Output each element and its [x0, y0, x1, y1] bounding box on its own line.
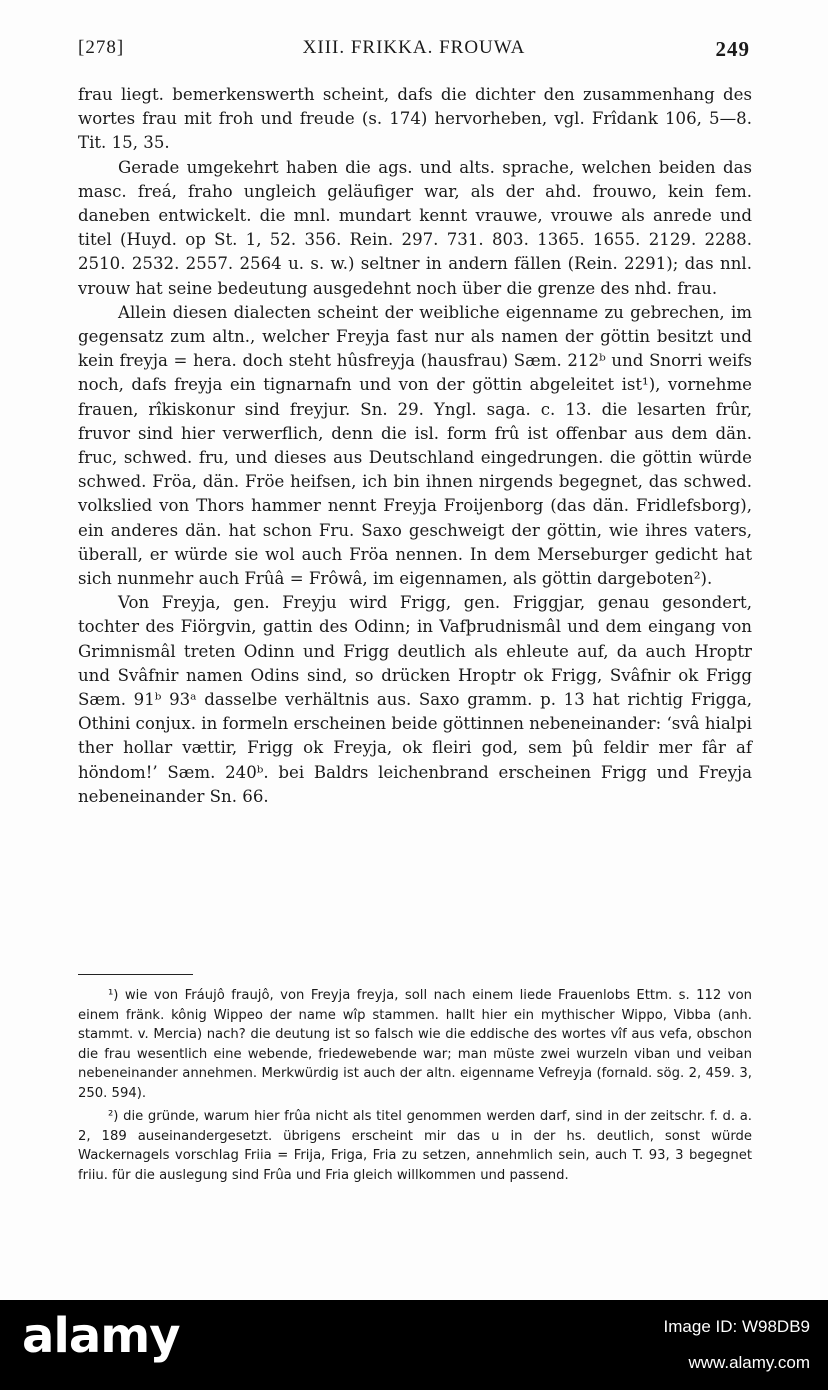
header-page-number: 249 — [715, 37, 750, 61]
paragraph: frau liegt. bemerkenswerth scheint, dafs die dichter den zusammenhang des wortes frau mit froh und freude (s. 174) hervorheben, vgl. Frîdank 106, 5—8. Tit. 15, 35. — [78, 85, 752, 153]
footnotes — [78, 986, 752, 1185]
watermark-image-id: Image ID: W98DB9 — [663, 1317, 810, 1336]
footnote: ²) die gründe, warum hier frûa nicht als titel genommen werden darf, sind in der zeitschr. f. d. a. 2, 189 auseinandergesetzt. übrigens erscheint mir das u in der hs. deutlich, sonst würde Wackernagels vorschlag Friia = Frija, Friga, Fria zu setzen, annehmlich sein, auch T. 93, 3 begegnet friiu. für die auslegung sind Frûa und Fria gleich willkommen und passend. — [78, 1109, 752, 1183]
footnote: ¹) wie von Fráujô fraujô, von Freyja freyja, soll nach einem liede Frauenlobs Ettm. s. 112 von einem fränk. kônig Wippeo der name wîp stammen. hallt hier ein mythischer Wippo, Vibba (anh. stammt. v. Mercia) nach? die deutung ist so falsch wie die eddische des wortes vîf aus vefa, obschon die frau wesentlich eine webende, friedewebende war; man müste zwei wurzeln viban und veiban nebeneinander annehmen. Merkwürdig ist auch der altn. eigenname Vefreyja (fornald. sög. 2, 459. 3, 250. 594). — [78, 988, 752, 1101]
paragraph: Gerade umgekehrt haben die ags. und alts. sprache, welchen beiden das masc. freá, fraho ungleich geläufiger war, als der ahd. frouwo, kein fem. daneben entwickelt. die mnl. mundart kennt vrauwe, vrouwe als anrede und titel (Huyd. op St. 1, 52. 356. Rein. 297. 731. 803. 1365. 1655. 2129. 2288. 2510. 2532. 2557. 2564 u. s. w.) seltner in andern fällen (Rein. 2291); das nnl. vrouw hat seine bedeutung ausgedehnt noch über die grenze des nhd. frau. — [78, 157, 752, 298]
footnote-divider — [78, 974, 193, 975]
running-header — [78, 37, 750, 63]
paragraph: Allein diesen dialecten scheint der weibliche eigenname zu gebrechen, im gegensatz zum altn., welcher Freyja fast nur als namen der göttin besitzt und kein freyja = hera. doch steht hûsfreyja (hausfrau) Sæm. 212ᵇ und Snorri weifs noch, dafs freyja ein tignarnafn und von der göttin abgeleitet ist¹), vornehme frauen, rîkiskonur sind freyjur. Sn. 29. Yngl. saga. c. 13. die lesarten frûr, fruvor sind hier verwerflich, denn die isl. form frû ist offenbar aus dem dän. fruc, schwed. fru, und dieses aus Deutschland eingedrungen. die göttin würde schwed. Fröa, dän. Fröe heifsen, ich bin ihnen nirgends begegnet, das schwed. volkslied von Thors hammer nennt Freyja Froijenborg (das dän. Fridlefsborg), ein anderes dän. hat schon Fru. Saxo geschweigt der göttin, wie ihres vaters, überall, er würde sie wol auch Fröa nennen. In dem Merseburger gedicht hat sich nunmehr auch Frûâ = Frôwâ, im eigennamen, als göttin dargeboten²). — [78, 302, 752, 589]
paragraph: Von Freyja, gen. Freyju wird Frigg, gen. Friggjar, genau gesondert, tochter des Fiörgvin, gattin des Odinn; in Vafþrudnismâl und dem eingang von Grimnismâl treten Odinn und Frigg deutlich als ehleute auf, da auch Hroptr und Svâfnir namen Odins sind, so drücken Hroptr ok Frigg, Svâfnir ok Frigg Sæm. 91ᵇ 93ᵃ dasselbe verhältnis aus. Saxo gramm. p. 13 hat richtig Frigga, Othini conjux. in formeln erscheinen beide göttinnen nebeneinander: ‘svâ hialpi ther hollar vættir, Frigg ok Freyja, ok fleiri god, sem þû feldir mer fâr af höndom!’ Sæm. 240ᵇ. bei Baldrs leichenbrand erscheinen Frigg und Freyja nebeneinander Sn. 66. — [78, 593, 752, 806]
watermark-url: www.alamy.com — [688, 1353, 810, 1372]
watermark-logo: alamy — [22, 1308, 180, 1364]
header-chapter-title: XIII. FRIKKA. FROUWA — [302, 37, 526, 58]
header-section-number: [278] — [78, 37, 125, 58]
main-text — [78, 83, 752, 809]
